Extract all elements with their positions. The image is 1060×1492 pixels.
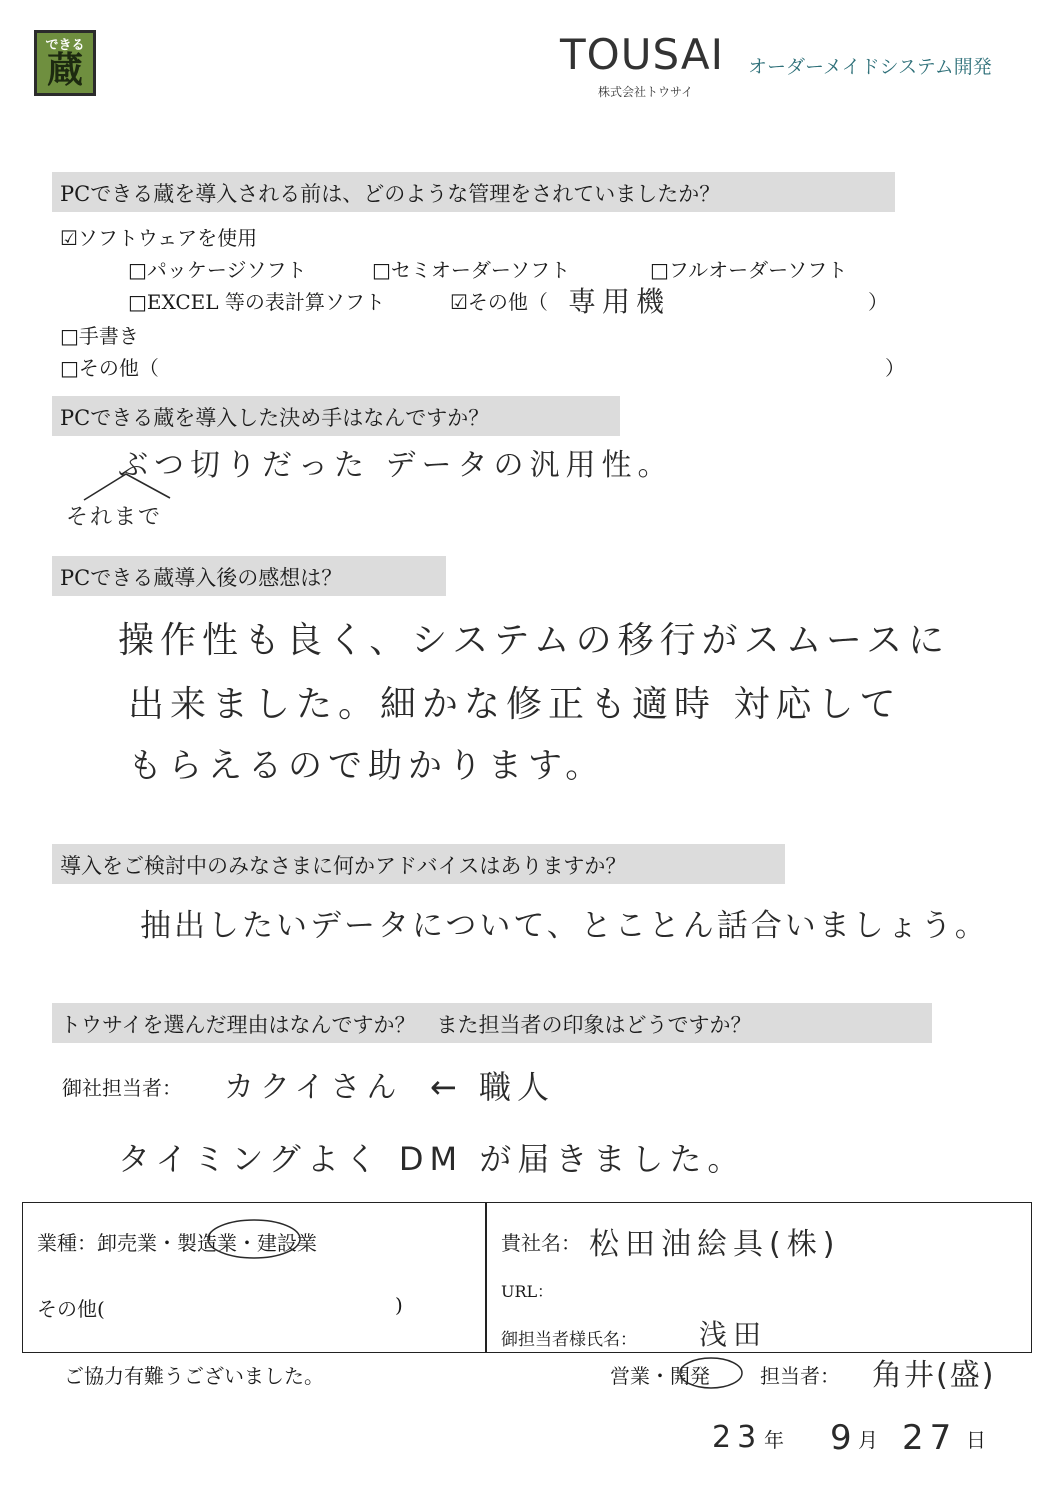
date-year-label: 年 [764, 1428, 784, 1452]
industry-other-close: ) [395, 1293, 403, 1317]
answer-2: ぶつ切りだった データの汎用性。 [118, 448, 674, 483]
insert-caret-mark [78, 468, 178, 504]
answer-3-line-1: 操作性も良く、システムの移行がスムースに [118, 620, 951, 661]
option-other: □その他（ [60, 356, 159, 380]
company-label: 貴社名： [501, 1231, 581, 1255]
contact-name: 浅田 [699, 1318, 768, 1351]
option-software: ☑ソフトウェアを使用 [60, 226, 258, 250]
date-month: 9 [830, 1418, 858, 1458]
option-package: □パッケージソフト [128, 258, 307, 282]
option-other-software: ☑その他（ [450, 290, 548, 314]
logo-main-text: 蔵 [46, 48, 83, 91]
representative-label: 御社担当者： [62, 1076, 182, 1100]
option-excel: □EXCEL 等の表計算ソフト [128, 290, 385, 314]
staff-label: 担当者： [760, 1364, 840, 1388]
thanks-message: ご協力有難うございました。 [64, 1364, 324, 1388]
staff-name: 角井(盛) [872, 1358, 996, 1393]
close-paren: ） [868, 290, 888, 314]
answer-4: 抽出したいデータについて、とことん話合いましょう。 [140, 908, 989, 944]
question-3: PCできる蔵導入後の感想は？ [52, 556, 446, 596]
question-4: 導入をご検討中のみなさまに何かアドバイスはありますか？ [52, 844, 785, 884]
question-5: トウサイを選んだ理由はなんですか？ また担当者の印象はどうですか？ [52, 1003, 932, 1043]
option-semi-order: □セミオーダーソフト [372, 258, 571, 282]
brand-name: TOUSAI [560, 30, 725, 79]
customer-info-table [22, 1202, 1032, 1353]
date-month-label: 月 [858, 1428, 878, 1452]
option-handwritten: □手書き [60, 324, 139, 348]
other-software-answer: 専用機 [568, 285, 671, 318]
table-divider [485, 1203, 487, 1352]
question-2: PCできる蔵を導入した決め手はなんですか？ [52, 396, 620, 436]
answer-3-line-3: もらえるので助かります。 [128, 746, 606, 786]
brand-subtitle: 株式会社トウサイ [598, 85, 694, 99]
close-paren: ） [885, 356, 905, 380]
industry-other-label: その他( [37, 1297, 105, 1321]
representative-name: カクイさん [224, 1070, 403, 1105]
answer-5: タイミングよく DM が届きました。 [118, 1140, 746, 1178]
dekiru-kura-logo [34, 30, 96, 96]
url-label: URL： [501, 1282, 554, 1301]
company-name: 松田油絵具(株) [589, 1227, 841, 1262]
contact-label: 御担当者様氏名： [501, 1330, 637, 1350]
department: 営業・開発 [610, 1364, 710, 1388]
representative-note: ← 職人 [430, 1068, 555, 1106]
brand-tagline: オーダーメイドシステム開発 [748, 56, 992, 78]
option-full-order: □フルオーダーソフト [650, 258, 848, 282]
answer-3-line-2: 出来ました。細かな修正も適時 対応して [128, 684, 902, 725]
date-year: 23 [712, 1420, 763, 1455]
date-day: 27 [902, 1418, 958, 1458]
industry-circle-mark [205, 1217, 303, 1261]
logo-top-text: できる [45, 37, 85, 53]
answer-2-insert-note: それまで [66, 505, 163, 530]
industry-label: 業種：卸売業・製造業・建設業 [37, 1231, 317, 1255]
question-1: PCできる蔵を導入される前は、どのような管理をされていましたか？ [52, 172, 895, 212]
department-circle-mark [678, 1356, 744, 1390]
date-day-label: 日 [966, 1428, 986, 1452]
